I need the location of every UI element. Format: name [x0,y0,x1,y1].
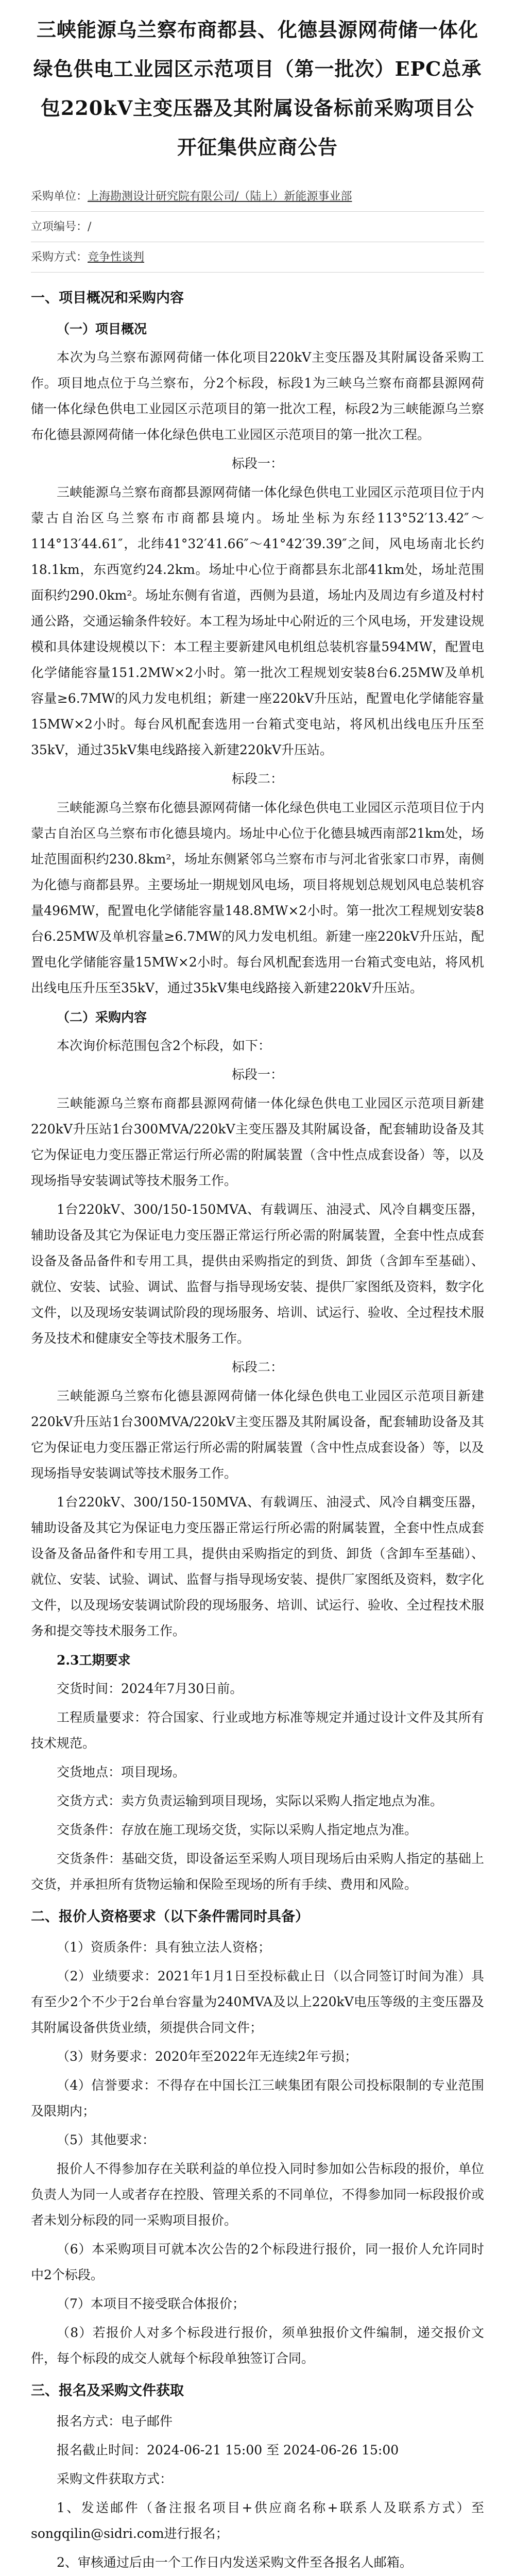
qualification-5: （5）其他要求： [57,2132,155,2147]
purchaser-row [31,181,484,212]
announcement-body [31,284,484,2576]
page-title: 三峡能源乌兰察布商都县、化德县源网荷储一体化绿色供电工业园区示范项目（第一批次）EPC总承包220kV主变压器及其附属设备标前采购项目公开征集供应商公告 [33,18,482,159]
qualification-8: （8）若报价人对多个标段进行报价，须单独报价文件编制，递交报价文件，每个标段的成交人就每个标段单独签订合同。 [31,2325,484,2366]
lot1-scope: 三峡能源乌兰察布商都县源网荷储一体化绿色供电工业园区示范项目新建220kV升压站1台300MVA/220kV主变压器及其附属设备，配套辅助设备及其它为保证电力变压器正常运行所必需的附属装置（含中性点成套设备）等，以及现场指导安装调试等技术服务工作。 [31,1096,484,1188]
project-overview-paragraph: 本次为乌兰察布源网荷储一体化项目220kV主变压器及其附属设备采购工作。项目地点位于乌兰察布，分2个标段，标段1为三峡乌兰察布商都县源网荷储一体化绿色供电工业园区示范项目的第一批次工程，标段2为三峡能源乌兰察布化德县源网荷储一体化绿色供电工业园区示范项目的第一批次工程。 [31,350,484,442]
section-2-title: 二、报价人资格要求（以下条件需同时具备） [31,1909,309,1925]
purchaser-label: 采购单位： [31,190,88,203]
delivery-time: 交货时间：2024年7月30日前。 [57,1681,243,1696]
qualification-5-detail: 报价人不得参加存在关联利益的单位投入同时参加如公告标段的报价，单位负责人为同一人或者存在控股、管理关系的不同单位，不得参加同一标段报价或者未划分标段的同一采购项目报价。 [31,2161,484,2228]
method-value: 竞争性谈判 [88,251,145,264]
method-row [31,242,484,273]
purchaser-value: 上海勘测设计研究院有限公司/（陆上）新能源事业部 [88,190,352,203]
qualification-1: （1）资质条件：具有独立法人资格； [57,1940,271,1955]
quality-requirement: 工程质量要求：符合国家、行业或地方标准等规定并通过设计文件及其所有技术规范。 [31,1710,484,1751]
qualification-2: （2）业绩要求：2021年1月1日至投标截止日（以合同签订时间为准）具有至少2个不少于2台单台容量为240MVA及以上220kV电压等级的主变压器及其附属设备供货业绩，须提供合同文件； [31,1969,484,2035]
acquisition-step-2: 2、审核通过后由一个工作日内发送采购文件至各报名人邮箱。 [57,2555,413,2570]
section-1-title: 一、项目概况和采购内容 [31,290,184,306]
meta-block [31,181,484,273]
section-3-title: 三、报名及采购文件获取 [31,2383,184,2399]
project-no-label: 立项编号： [31,221,88,233]
qualification-7: （7）本项目不接受联合体报价； [57,2296,245,2311]
delivery-condition-2: 交货条件：基础交货，即设备运至采购人项目现场后由采购人指定的基础上交货，并承担所有货物运输和保险至现场的所有手续、费用和风险。 [31,1851,484,1892]
lot2-description: 三峡能源乌兰察布化德县源网荷储一体化绿色供电工业园区示范项目位于内蒙古自治区乌兰察布市化德县境内。场址中心位于化德县城西南部21km处，场址范围面积约230.8km²，场址东侧紧邻乌兰察布市与河北省张家口市界，南侧为化德与商都县界。主要场址一期规划风电场，项目将规划总规划风电总装机容量496MW，配置电化学储能容量148.8MW×2小时。第一批次工程规划安装8台6.25MW及单机容量≥6.7MW的风力发电机组。新建一座220kV升压站，配置电化学储能容量15MW×2小时。每台风机配套选用一台箱式变电站，将风机出线电压升压至35kV，通过35kV集电线路接入新建220kV升压站。 [31,800,484,995]
delivery-method: 交货方式：卖方负责运输到项目现场，实际以采购人指定地点为准。 [57,1793,443,1808]
section-1-3-title: 2.3工期要求 [57,1653,131,1668]
qualification-3: （3）财务要求：2020年至2022年无连续2年亏损； [57,2049,358,2064]
registration-deadline: 报名截止时间：2024-06-21 15:00 至 2024-06-26 15:00 [57,2443,399,2458]
project-no-value: / [88,221,92,233]
document-acquisition: 采购文件获取方式： [57,2471,173,2486]
section-1-1-title: （一）项目概况 [57,321,147,336]
lot2-scope-detail: 1台220kV、300/150-150MVA、有载调压、油浸式、风冷自耦变压器，辅助设备及其它为保证电力变压器正常运行所必需的附属装置，全套中性点成套设备及备品备件和专用工具，提供由采购指定的到货、卸货（含卸车至基础）、就位、安装、试验、调试、监督与指导现场安装、提供厂家图纸及资料，数字化文件，以及现场安装调试阶段的现场服务、培训、试运行、验收、全过程技术服务和提交等技术服务工作。 [31,1495,484,1638]
delivery-location: 交货地点：项目现场。 [57,1765,186,1780]
method-label: 采购方式： [31,251,88,264]
lot1-description: 三峡能源乌兰察布商都县源网荷储一体化绿色供电工业园区示范项目位于内蒙古自治区乌兰察布市商都县境内。场址坐标为东经113°52′13.42″～114°13′44.61″，北纬41°32′41.66″～41°42′39.39″之间，风电场南北长约18.1km，东西宽约24.2km。场址中心位于商都县东北部41km处，场址范围面积约290.0km²。场址东侧有省道，西侧为县道，场址内及周边有乡道及村村通公路，交通运输条件较好。本工程为场址中心附近的三个风电场，开发建设规模和具体建设规模以下：本工程主要新建风电机组总装机容量594MW，配置电化学储能容量151.2MW×2小时。第一批次工程规划安装8台6.25MW及单机容量≥6.7MW的风力发电机组；新建一座220kV升压站，配置电化学储能容量15MW×2小时。每台风机配套选用一台箱式变电站，将风机出线电压升压至35kV，通过35kV集电线路接入新建220kV升压站。 [31,485,484,757]
lot2-scope: 三峡能源乌兰察布化德县源网荷储一体化绿色供电工业园区示范项目新建220kV升压站1台300MVA/220kV主变压器及其附属设备，配套辅助设备及其它为保证电力变压器正常运行所必需的附属装置（含中性点成套设备）等，以及现场指导安装调试等技术服务工作。 [31,1388,484,1481]
acquisition-step-1: 1、发送邮件（备注报名项目+供应商名称+联系人及联系方式）至songqilin@sidri.com进行报名； [31,2500,484,2541]
project-no-row [31,212,484,242]
lot1-label: 标段一： [231,456,283,471]
qualification-6: （6）本采购项目可就本次公告的2个标段进行报价，同一报价人允许同时中2个标段。 [31,2242,484,2282]
scope-intro: 本次询价标范围包含2个标段，如下： [57,1038,271,1053]
lot2-scope-label: 标段二： [231,1360,283,1375]
section-1-2-title: （二）采购内容 [57,1010,147,1025]
qualification-4: （4）信誉要求：不得存在中国长江三峡集团有限公司投标限制的专业范围及限期内； [31,2078,484,2119]
registration-method: 报名方式：电子邮件 [57,2414,173,2429]
lot2-label: 标段二： [231,771,283,786]
delivery-condition-1: 交货条件：存放在施工现场交货，实际以采购人指定地点为准。 [57,1822,418,1837]
lot1-scope-detail: 1台220kV、300/150-150MVA、有载调压、油浸式、风冷自耦变压器，辅助设备及其它为保证电力变压器正常运行所必需的附属装置，全套中性点成套设备及备品备件和专用工具，提供由采购指定的到货、卸货（含卸车至基础）、就位、安装、试验、调试、监督与指导现场安装、提供厂家图纸及资料，数字化文件，以及现场安装调试阶段的现场服务、培训、试运行、验收、全过程技术服务及技术和健康安全等技术服务工作。 [31,1202,484,1346]
lot1-scope-label: 标段一： [231,1067,283,1082]
